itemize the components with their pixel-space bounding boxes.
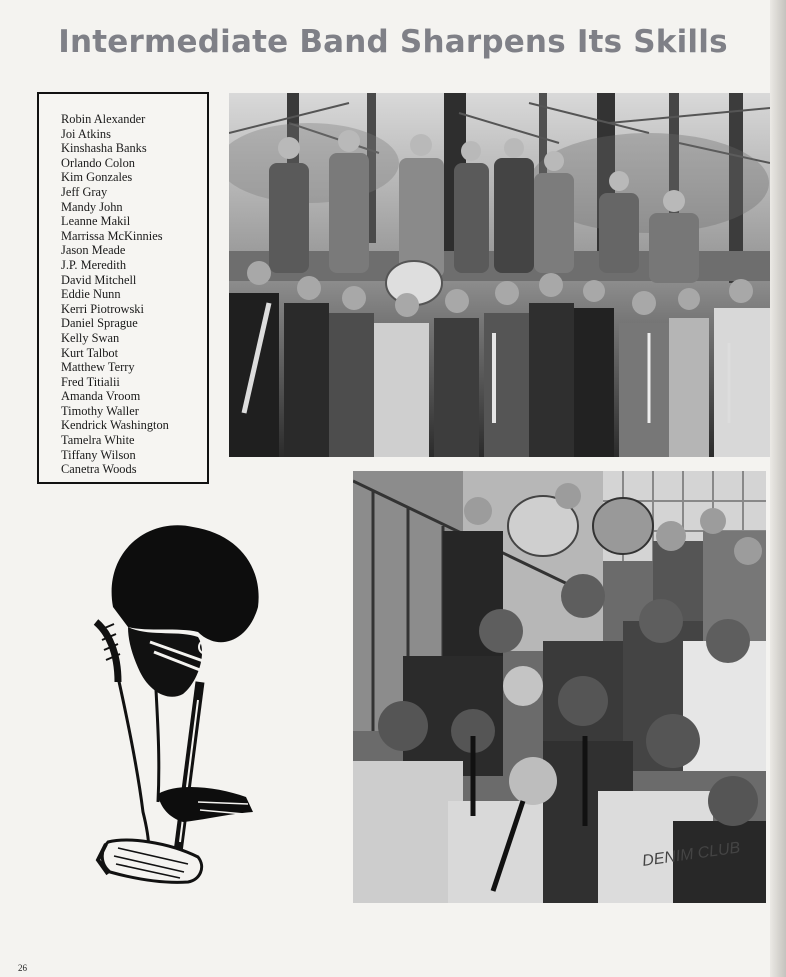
- roster-name: Timothy Waller: [61, 403, 139, 418]
- roster-name: Kinshasha Banks: [61, 141, 147, 156]
- binding-edge: [770, 0, 786, 977]
- roster-name: Tiffany Wilson: [61, 447, 136, 462]
- roster-name: Marrissa McKinnies: [61, 228, 163, 243]
- roster-name: Kurt Talbot: [61, 345, 119, 360]
- roster-name: Kim Gonzales: [61, 170, 133, 185]
- roster-name: Jason Meade: [61, 243, 126, 258]
- roster-name: Fred Titialii: [61, 374, 120, 389]
- roster-name: David Mitchell: [61, 272, 137, 287]
- band-group-photo-stairwell: [353, 471, 766, 903]
- roster-name: Kendrick Washington: [61, 418, 169, 433]
- roster-name: Canetra Woods: [61, 462, 137, 477]
- roster-name: Eddie Nunn: [61, 287, 121, 302]
- roster-name: Tamelra White: [61, 433, 135, 448]
- roster-name: Robin Alexander: [61, 112, 146, 126]
- roster-name: Matthew Terry: [61, 360, 135, 375]
- roster-name: J.P. Meredith: [61, 257, 127, 272]
- roster-name: Kerri Piotrowski: [61, 301, 144, 316]
- roster-name: Mandy John: [61, 199, 123, 214]
- roster-name: Leanne Makil: [61, 214, 131, 229]
- band-group-photo-outdoors: [229, 93, 770, 457]
- roster-name: Amanda Vroom: [61, 389, 141, 404]
- roster-name: Orlando Colon: [61, 155, 135, 170]
- roster-list: [61, 112, 207, 477]
- roster-name: Kelly Swan: [61, 330, 120, 345]
- roster-box: [37, 92, 209, 484]
- page-number: 26: [18, 963, 27, 973]
- shirt-text: DENIM CLUB: [641, 839, 742, 870]
- clarinet-player-illustration: [88, 512, 268, 902]
- roster-name: Jeff Gray: [61, 184, 108, 199]
- roster-name: Joi Atkins: [61, 126, 111, 141]
- roster-name: Daniel Sprague: [61, 316, 138, 331]
- page-headline: Intermediate Band Sharpens Its Skills: [58, 24, 728, 60]
